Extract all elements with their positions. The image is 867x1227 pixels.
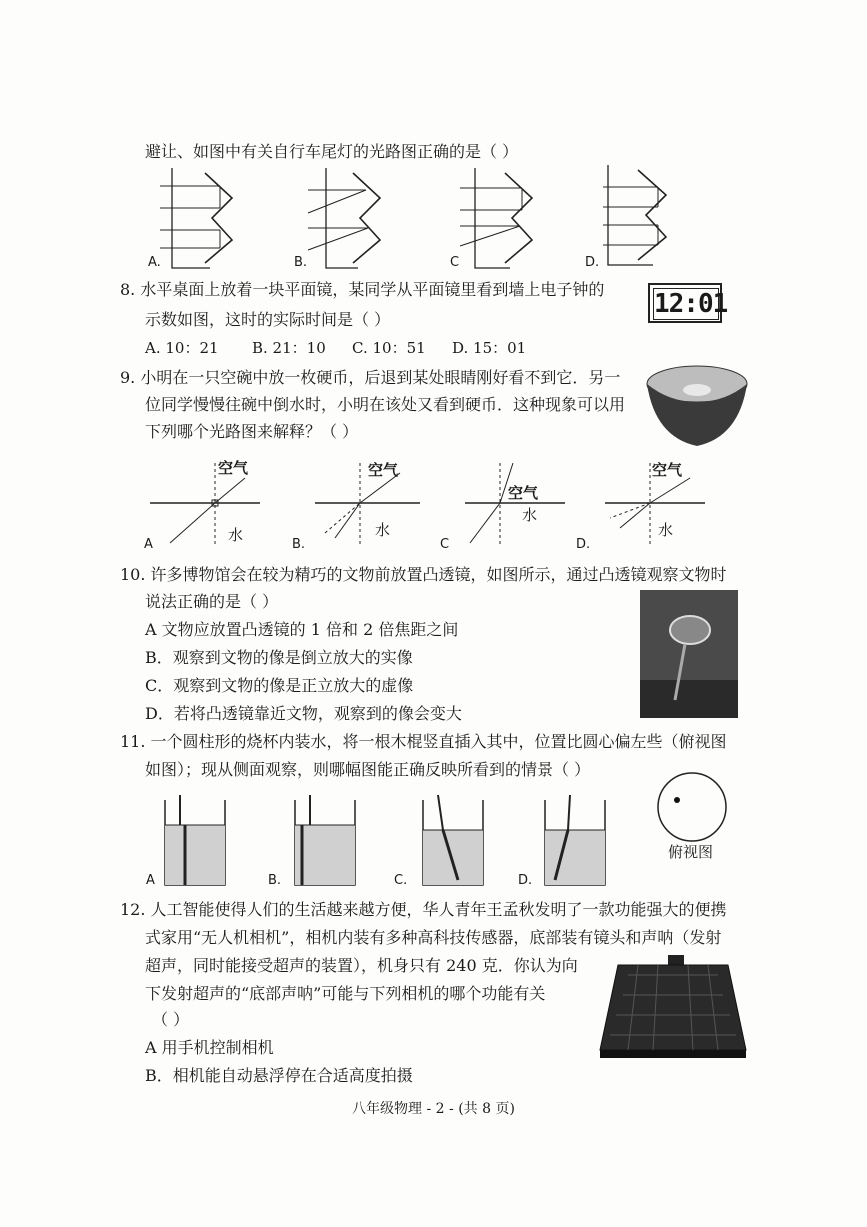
q9-d-air-label: 空气 xyxy=(652,461,683,479)
q8-clock-display: 12:01 xyxy=(654,289,728,319)
q8-option-d: D. 15：01 xyxy=(452,339,527,357)
q11-option-a-diagram xyxy=(160,795,230,890)
q8-option-c: C. 10：51 xyxy=(352,339,426,357)
q12-stem-line2: 式家用“无人机相机”，相机内装有多种高科技传感器，底部装有镜头和声呐（发射 xyxy=(145,928,722,947)
q9-stem-line2: 位同学慢慢往碗中倒水时，小明在该处又看到硬币．这种现象可以用 xyxy=(145,395,626,414)
page-footer: 八年级物理 - 2 - (共 8 页) xyxy=(352,1101,515,1117)
q7-option-d-diagram xyxy=(598,165,698,270)
q12-stem-line3: 超声，同时能接受超声的装置），机身只有 240 克．你认为向 xyxy=(145,956,578,975)
q11-stem-line1: 11. 一个圆柱形的烧杯内装水，将一根木棍竖直插入其中，位置比圆心偏左些（俯视图 xyxy=(120,732,727,751)
q11-stem-line2: 如图）；现从侧面观察，则哪幅图能正确反映所看到的情景（ ） xyxy=(145,760,591,779)
q11-top-view-diagram xyxy=(655,770,730,845)
q9-option-d-diagram xyxy=(590,458,710,548)
q8-stem-line2: 示数如图，这时的实际时间是（ ） xyxy=(145,310,391,329)
q11-option-a-label: A xyxy=(146,873,155,888)
q12-stem-line1: 12. 人工智能使得人们的生活越来越方便，华人青年王孟秋发明了一款功能强大的便携 xyxy=(120,900,727,919)
q10-option-c: C．观察到文物的像是正立放大的虚像 xyxy=(145,676,414,695)
q9-a-water-label: 水 xyxy=(228,526,244,544)
q12-stem-line4: 下发射超声的“底部声呐”可能与下列相机的哪个功能有关 xyxy=(145,984,546,1003)
q7-option-b-diagram xyxy=(298,168,398,273)
q10-option-d: D．若将凸透镜靠近文物，观察到的像会变大 xyxy=(145,704,462,723)
q8-clock xyxy=(648,283,728,323)
q9-b-water-label: 水 xyxy=(375,521,391,539)
q12-option-a: A 用手机控制相机 xyxy=(145,1038,274,1057)
q12-option-b: B．相机能自动悬浮停在合适高度拍摄 xyxy=(145,1066,413,1085)
q9-bowl-photo xyxy=(645,362,750,450)
q7-option-b-label: B. xyxy=(294,255,308,270)
q7-option-c-diagram xyxy=(450,168,550,273)
q11-option-b-label: B. xyxy=(268,873,282,888)
q10-option-b: B．观察到文物的像是倒立放大的实像 xyxy=(145,648,413,667)
q9-d-water-label: 水 xyxy=(658,521,674,539)
q9-stem-line3: 下列哪个光路图来解释？（ ） xyxy=(145,422,359,441)
q10-option-a: A 文物应放置凸透镜的 1 倍和 2 倍焦距之间 xyxy=(145,620,459,639)
q11-option-d-diagram xyxy=(540,795,610,890)
q9-option-d-label: D. xyxy=(576,537,591,552)
q7-option-c-label: C xyxy=(450,255,460,270)
q11-option-b-diagram xyxy=(290,795,360,890)
q7-stem: 避让、如图中有关自行车尾灯的光路图正确的是（ ） xyxy=(145,142,519,161)
q11-option-c-label: C. xyxy=(394,873,408,888)
q9-c-water-label: 水 xyxy=(522,506,538,524)
q9-option-b-label: B. xyxy=(292,537,306,552)
q7-option-a-diagram xyxy=(150,168,250,273)
q8-option-b: B. 21：10 xyxy=(252,339,326,357)
q10-lens-photo xyxy=(640,590,738,718)
q7-option-d-label: D. xyxy=(585,255,600,270)
q10-stem-line1: 10. 许多博物馆会在较为精巧的文物前放置凸透镜，如图所示，通过凸透镜观察文物时 xyxy=(120,565,727,584)
q9-b-air-label: 空气 xyxy=(368,461,399,479)
q9-a-air-label: 空气 xyxy=(218,459,249,477)
q11-option-c-diagram xyxy=(418,795,488,890)
q11-option-d-label: D. xyxy=(518,873,533,888)
q9-option-c-label: C xyxy=(440,537,450,552)
q12-stem-line5: （ ） xyxy=(152,1010,190,1029)
q8-stem-line1: 8. 水平桌面上放着一块平面镜，某同学从平面镜里看到墙上电子钟的 xyxy=(120,280,605,299)
q9-option-a-diagram xyxy=(150,458,270,548)
q9-option-a-label: A xyxy=(144,537,153,552)
q11-top-view-caption: 俯视图 xyxy=(668,843,714,861)
q9-stem-line1: 9. 小明在一只空碗中放一枚硬币，后退到某处眼睛刚好看不到它．另一 xyxy=(120,368,621,387)
q9-option-c-diagram xyxy=(445,458,565,548)
q9-option-b-diagram xyxy=(300,458,420,548)
q9-c-air-label: 空气 xyxy=(508,484,539,502)
q10-stem-line2: 说法正确的是（ ） xyxy=(145,592,279,611)
q12-drone-camera-photo xyxy=(598,955,748,1060)
q8-option-a: A. 10：21 xyxy=(145,339,219,357)
q7-option-a-label: A. xyxy=(148,255,161,270)
